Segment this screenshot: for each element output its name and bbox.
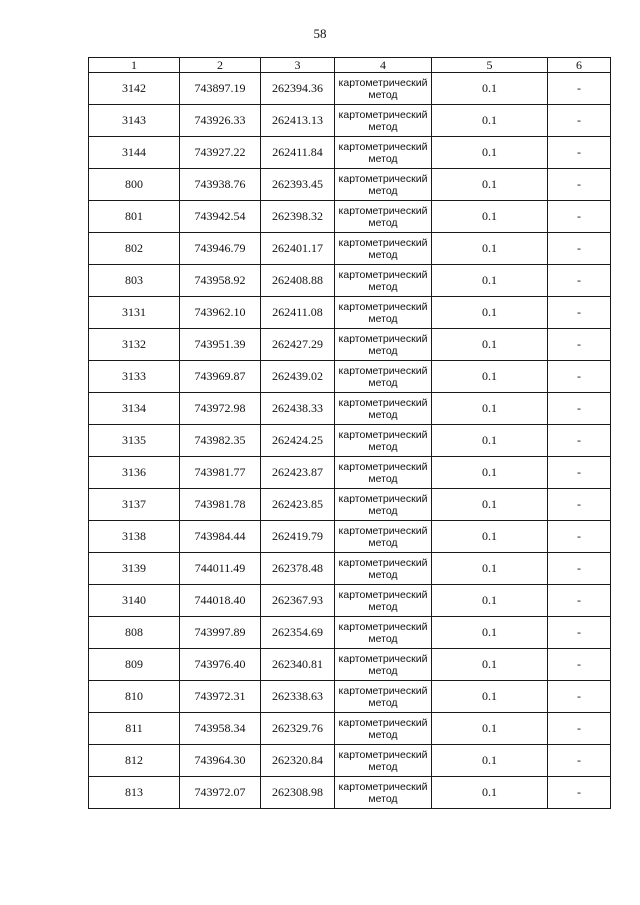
method-cell: картометрический метод [335,393,432,425]
note-cell: - [548,681,611,713]
note-cell: - [548,105,611,137]
table-row [89,489,611,521]
point-number-cell: 3137 [89,489,180,521]
method-cell: картометрический метод [335,713,432,745]
point-number-cell: 809 [89,649,180,681]
column-header: 1 [89,58,180,73]
accuracy-cell: 0.1 [432,617,548,649]
x-coordinate-cell: 743951.39 [180,329,261,361]
accuracy-cell: 0.1 [432,233,548,265]
note-cell: - [548,553,611,585]
y-coordinate-cell: 262424.25 [261,425,335,457]
table-row [89,265,611,297]
accuracy-cell: 0.1 [432,553,548,585]
y-coordinate-cell: 262419.79 [261,521,335,553]
note-cell: - [548,201,611,233]
x-coordinate-cell: 743981.78 [180,489,261,521]
point-number-cell: 811 [89,713,180,745]
table-row [89,745,611,777]
accuracy-cell: 0.1 [432,361,548,393]
y-coordinate-cell: 262394.36 [261,73,335,105]
accuracy-cell: 0.1 [432,393,548,425]
accuracy-cell: 0.1 [432,457,548,489]
method-cell: картометрический метод [335,489,432,521]
accuracy-cell: 0.1 [432,297,548,329]
y-coordinate-cell: 262354.69 [261,617,335,649]
x-coordinate-cell: 743927.22 [180,137,261,169]
accuracy-cell: 0.1 [432,329,548,361]
table-row [89,169,611,201]
table-row [89,457,611,489]
y-coordinate-cell: 262398.32 [261,201,335,233]
note-cell: - [548,649,611,681]
note-cell: - [548,745,611,777]
method-cell: картометрический метод [335,617,432,649]
y-coordinate-cell: 262439.02 [261,361,335,393]
y-coordinate-cell: 262438.33 [261,393,335,425]
x-coordinate-cell: 743946.79 [180,233,261,265]
x-coordinate-cell: 743926.33 [180,105,261,137]
point-number-cell: 3144 [89,137,180,169]
note-cell: - [548,617,611,649]
accuracy-cell: 0.1 [432,489,548,521]
y-coordinate-cell: 262308.98 [261,777,335,809]
accuracy-cell: 0.1 [432,649,548,681]
x-coordinate-cell: 743897.19 [180,73,261,105]
x-coordinate-cell: 744011.49 [180,553,261,585]
accuracy-cell: 0.1 [432,265,548,297]
method-cell: картометрический метод [335,521,432,553]
point-number-cell: 800 [89,169,180,201]
note-cell: - [548,777,611,809]
note-cell: - [548,457,611,489]
table-row [89,393,611,425]
column-header: 3 [261,58,335,73]
y-coordinate-cell: 262411.84 [261,137,335,169]
point-number-cell: 812 [89,745,180,777]
x-coordinate-cell: 743964.30 [180,745,261,777]
y-coordinate-cell: 262423.87 [261,457,335,489]
point-number-cell: 802 [89,233,180,265]
accuracy-cell: 0.1 [432,585,548,617]
accuracy-cell: 0.1 [432,777,548,809]
x-coordinate-cell: 744018.40 [180,585,261,617]
method-cell: картометрический метод [335,73,432,105]
x-coordinate-cell: 743972.98 [180,393,261,425]
x-coordinate-cell: 743984.44 [180,521,261,553]
y-coordinate-cell: 262413.13 [261,105,335,137]
y-coordinate-cell: 262427.29 [261,329,335,361]
y-coordinate-cell: 262378.48 [261,553,335,585]
table-body [89,73,611,809]
method-cell: картометрический метод [335,201,432,233]
x-coordinate-cell: 743972.07 [180,777,261,809]
x-coordinate-cell: 743969.87 [180,361,261,393]
x-coordinate-cell: 743942.54 [180,201,261,233]
accuracy-cell: 0.1 [432,681,548,713]
y-coordinate-cell: 262320.84 [261,745,335,777]
column-header: 5 [432,58,548,73]
method-cell: картометрический метод [335,329,432,361]
x-coordinate-cell: 743958.34 [180,713,261,745]
table-row [89,425,611,457]
note-cell: - [548,713,611,745]
point-number-cell: 3140 [89,585,180,617]
table-row [89,521,611,553]
accuracy-cell: 0.1 [432,201,548,233]
method-cell: картометрический метод [335,745,432,777]
table-row [89,297,611,329]
note-cell: - [548,169,611,201]
note-cell: - [548,585,611,617]
method-cell: картометрический метод [335,361,432,393]
method-cell: картометрический метод [335,777,432,809]
method-cell: картометрический метод [335,553,432,585]
point-number-cell: 808 [89,617,180,649]
note-cell: - [548,393,611,425]
y-coordinate-cell: 262393.45 [261,169,335,201]
y-coordinate-cell: 262411.08 [261,297,335,329]
method-cell: картометрический метод [335,681,432,713]
point-number-cell: 3138 [89,521,180,553]
note-cell: - [548,137,611,169]
x-coordinate-cell: 743962.10 [180,297,261,329]
column-header: 2 [180,58,261,73]
column-header: 4 [335,58,432,73]
method-cell: картометрический метод [335,169,432,201]
table-row [89,137,611,169]
method-cell: картометрический метод [335,105,432,137]
accuracy-cell: 0.1 [432,105,548,137]
accuracy-cell: 0.1 [432,137,548,169]
method-cell: картометрический метод [335,137,432,169]
y-coordinate-cell: 262340.81 [261,649,335,681]
table-row [89,681,611,713]
table-row [89,201,611,233]
coordinates-table [88,57,611,809]
method-cell: картометрический метод [335,649,432,681]
method-cell: картометрический метод [335,425,432,457]
note-cell: - [548,361,611,393]
accuracy-cell: 0.1 [432,713,548,745]
x-coordinate-cell: 743997.89 [180,617,261,649]
x-coordinate-cell: 743938.76 [180,169,261,201]
y-coordinate-cell: 262401.17 [261,233,335,265]
page-number: 58 [313,26,327,41]
column-header: 6 [548,58,611,73]
point-number-cell: 3131 [89,297,180,329]
point-number-cell: 3139 [89,553,180,585]
y-coordinate-cell: 262329.76 [261,713,335,745]
y-coordinate-cell: 262408.88 [261,265,335,297]
point-number-cell: 813 [89,777,180,809]
table-row [89,553,611,585]
method-cell: картометрический метод [335,585,432,617]
point-number-cell: 810 [89,681,180,713]
accuracy-cell: 0.1 [432,169,548,201]
note-cell: - [548,489,611,521]
table-row [89,361,611,393]
table-row [89,73,611,105]
point-number-cell: 3133 [89,361,180,393]
point-number-cell: 3135 [89,425,180,457]
y-coordinate-cell: 262367.93 [261,585,335,617]
table-row [89,105,611,137]
table-row [89,777,611,809]
point-number-cell: 3142 [89,73,180,105]
point-number-cell: 3143 [89,105,180,137]
accuracy-cell: 0.1 [432,745,548,777]
y-coordinate-cell: 262338.63 [261,681,335,713]
point-number-cell: 801 [89,201,180,233]
note-cell: - [548,425,611,457]
accuracy-cell: 0.1 [432,73,548,105]
method-cell: картометрический метод [335,233,432,265]
method-cell: картометрический метод [335,457,432,489]
note-cell: - [548,265,611,297]
method-cell: картометрический метод [335,297,432,329]
point-number-cell: 3132 [89,329,180,361]
x-coordinate-cell: 743972.31 [180,681,261,713]
note-cell: - [548,233,611,265]
point-number-cell: 3134 [89,393,180,425]
y-coordinate-cell: 262423.85 [261,489,335,521]
accuracy-cell: 0.1 [432,425,548,457]
table-row [89,233,611,265]
table-row [89,713,611,745]
accuracy-cell: 0.1 [432,521,548,553]
table-row [89,329,611,361]
point-number-cell: 3136 [89,457,180,489]
note-cell: - [548,521,611,553]
table-row [89,649,611,681]
x-coordinate-cell: 743958.92 [180,265,261,297]
x-coordinate-cell: 743982.35 [180,425,261,457]
note-cell: - [548,297,611,329]
method-cell: картометрический метод [335,265,432,297]
x-coordinate-cell: 743976.40 [180,649,261,681]
table-row [89,617,611,649]
table-row [89,585,611,617]
x-coordinate-cell: 743981.77 [180,457,261,489]
table-header-row [89,58,611,73]
note-cell: - [548,73,611,105]
note-cell: - [548,329,611,361]
point-number-cell: 803 [89,265,180,297]
